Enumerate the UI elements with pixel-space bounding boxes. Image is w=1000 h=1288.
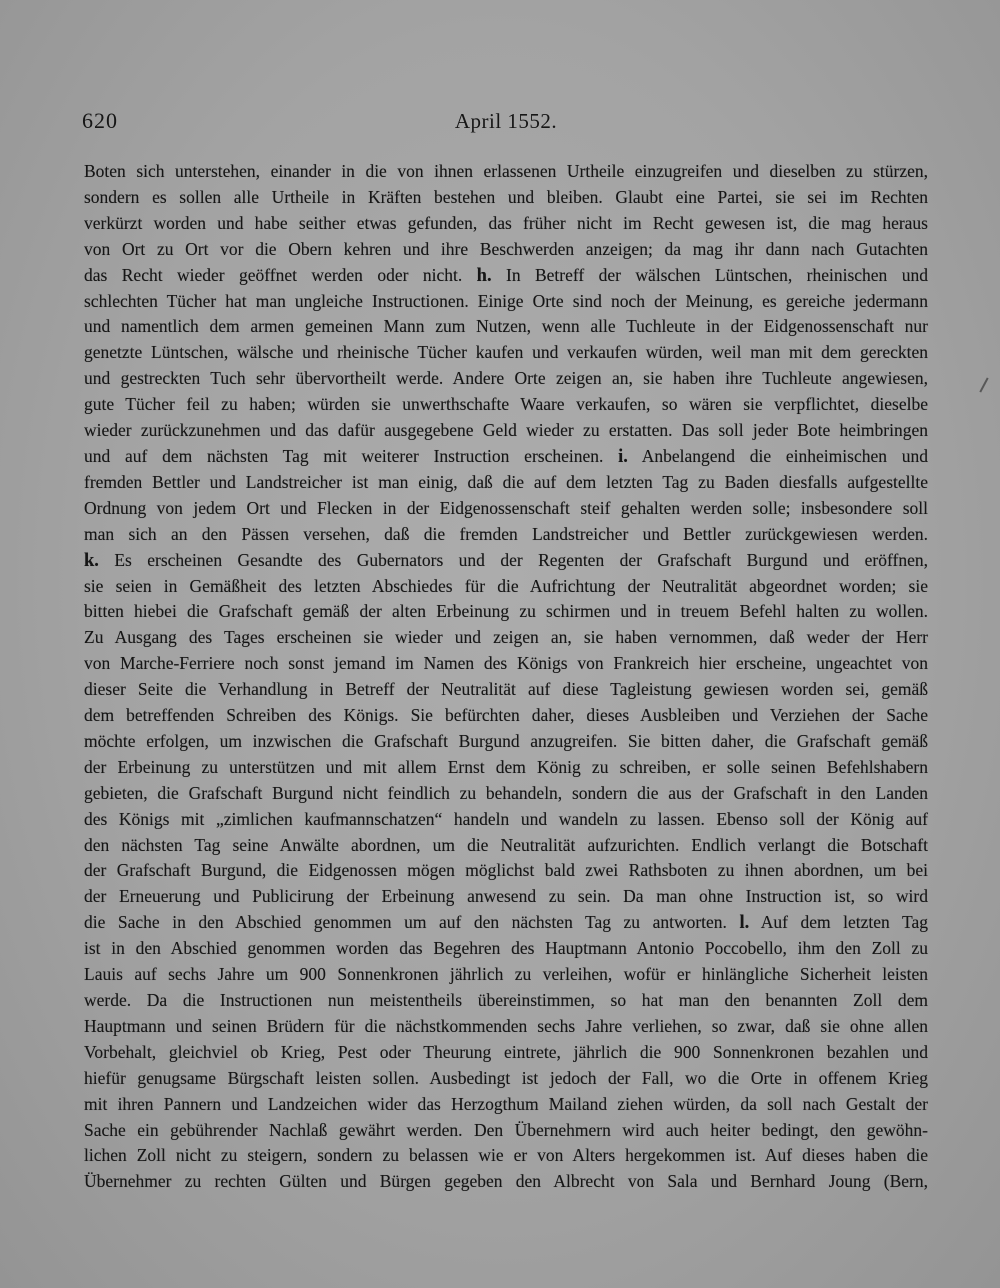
running-header [82,104,930,138]
text-line-30 [84,910,928,936]
text-line-27: den nächsten Tag seine Anwälte abordnen, um die Neutralität aufzurichten. Endlich verlangt die Botschaft [84,834,928,855]
text-line-36: hiefür genugsame Bürgschaft leisten sollen. Ausbedingt ist jedoch der Fall, wo die Orte in offenem Krieg [84,1067,928,1088]
text-line-29: der Erneuerung und Publicirung der Erbeinung anwesend zu sein. Da man ohne Instruction ist, so wird [84,886,928,907]
text-line-20: von Marche-Ferriere noch sonst jemand im Namen des Königs von Frankreich hier erscheine, ungeachtet von [84,653,928,674]
text-line-12 [84,444,928,470]
line-text: das Recht wieder geöffnet werden oder nicht. [84,264,477,285]
text-line-13: fremden Bettler und Landstreicher ist man einig, daß die auf dem letzten Tag zu Baden diesfalls aufgestellte [84,471,928,492]
text-line-32: Lauis auf sechs Jahre um 900 Sonnenkronen jährlich zu verleihen, wofür er hinlängliche Sicherheit leisten [84,964,928,985]
text-line-26: des Königs mit „zimlichen kaufmannschatzen“ handeln und wandeln zu lassen. Ebenso soll der König auf [84,808,928,829]
line-text: die Sache in den Abschied genommen um auf den nächsten Tag zu antworten. [84,912,740,933]
text-line-34: Hauptmann und seinen Brüdern für die nächstkommenden sechs Jahre verliehen, so zwar, daß sie ohne allen [84,1015,928,1036]
text-line-8: genetzte Lüntschen, wälsche und rheinische Tücher kaufen und verkaufen würden, weil man mit dem gereckten [84,342,928,363]
text-line-31: ist in den Abschied genommen worden das Begehren des Hauptmann Antonio Poccobello, ihm den Zoll zu [84,938,928,959]
text-line-21: dieser Seite die Verhandlung in Betreff der Neutralität auf diese Tagleistung gewiesen worden sei, gemäß [84,679,928,700]
text-line-10: gute Tücher feil zu haben; würden sie unwerthschafte Waare verkaufen, so wären sie verpflichtet, dieselbe [84,394,928,415]
line-text: Auf dem letzten Tag [749,912,928,933]
text-line-19: Zu Ausgang des Tages erscheinen sie wieder und zeigen an, sie haben vernommen, daß weder der Herr [84,627,928,648]
text-line-5 [84,263,928,289]
text-line-28: der Grafschaft Burgund, die Eidgenossen mögen möglichst bald zwei Rathsboten zu ihnen abordnen, um bei [84,860,928,881]
text-line-25: gebieten, die Grafschaft Burgund nicht feindlich zu behandeln, sondern die aus der Grafschaft in den Landen [84,782,928,803]
text-line-35: Vorbehalt, gleichviel ob Krieg, Pest oder Theurung eintrete, jährlich die 900 Sonnenkronen bezahlen und [84,1041,928,1062]
text-line-24: der Erbeinung zu unterstützen und mit allem Ernst dem König zu schreiben, er solle seinen Befehlshabern [84,756,928,777]
text-line-17: sie seien in Gemäßheit des letzten Abschiedes für die Aufrichtung der Neutralität abgeordnet worden; sie [84,575,928,596]
section-marker-l: l. [739,913,750,934]
section-marker-i: i. [618,446,628,467]
text-line-14: Ordnung von jedem Ort und Flecken in der Eidgenossenschaft steif gehalten werden solle; insbesondere soll [84,497,928,518]
text-line-1: Boten sich unterstehen, einander in die von ihnen erlassenen Urtheile einzugreifen und dieselben zu stürzen, [84,161,928,181]
line-text: Anbelangend die einheimischen und [627,445,928,466]
text-line-40: Übernehmer zu rechten Gülten und Bürgen gegeben den Albrecht von Sala und Bernhard Joung (Bern, [84,1171,928,1192]
text-line-39: lichen Zoll nicht zu steigern, sondern zu belassen wie er von Alters hergekommen ist. Auf dieses haben die [84,1145,928,1166]
section-marker-h: h. [476,265,492,286]
text-line-3: verkürzt worden und habe seither etwas gefunden, das früher nicht im Recht gewesen ist, die mag heraus [84,212,928,233]
text-line-6: schlechten Tücher hat man ungleiche Instructionen. Einige Orte sind noch der Meinung, es gereiche jedermann [84,290,928,311]
text-line-9: und gestreckten Tuch sehr übervortheilt werde. Andere Orte zeigen an, sie haben ihre Tuchleute angewiesen, [84,368,928,389]
running-title: April 1552. [454,109,558,133]
text-line-18: bitten hiebei die Grafschaft gemäß der alten Erbeinung zu schirmen und in treuem Befehl halten zu wollen. [84,601,928,622]
section-marker-k: k. [84,550,99,571]
text-line-15: man sich an den Pässen versehen, daß die fremden Landstreicher und Bettler zurückgewiesen werden. [84,523,928,544]
text-line-4: von Ort zu Ort vor die Obern kehren und ihre Beschwerden anzeigen; da mag ihr dann nach Gutachten [84,238,928,259]
text-line-37: mit ihren Pannern und Landzeichen wider das Herzogthum Mailand ziehen würden, da soll nach Gestalt der [84,1093,928,1114]
text-line-11: wieder zurückzunehmen und das dafür ausgegebene Geld wieder zu erstatten. Das soll jeder Bote heimbringen [84,420,928,441]
text-line-38: Sache ein gebührender Nachlaß gewährt werden. Den Übernehmern wird auch heiter bedingt, den gewöhn- [84,1119,928,1140]
text-line-22: dem betreffenden Schreiben des Königs. Sie befürchten daher, dieses Ausbleiben und Verziehen der Sache [84,705,928,726]
margin-pencil-mark [979,377,988,392]
line-text: und auf dem nächsten Tag mit weiterer Instruction erscheinen. [84,445,619,466]
text-line-23: möchte erfolgen, um inzwischen die Grafschaft Burgund anzugreifen. Sie bitten daher, die Grafschaft gemäß [84,730,928,751]
text-line-7: und namentlich dem armen gemeinen Mann zum Nutzen, wenn alle Tuchleute in der Eidgenossenschaft nur [84,316,928,337]
text-line-16 [84,548,928,574]
text-line-2: sondern es sollen alle Urtheile in Kräften bestehen und bleiben. Glaubt eine Partei, sie sei im Rechten [84,186,928,207]
line-text: Es erscheinen Gesandte des Gubernators und der Regenten der Grafschaft Burgund und eröffnen, [98,549,928,570]
text-line-33: werde. Da die Instructionen nun meistentheils übereinstimmen, so hat man den benannten Zoll dem [84,990,928,1010]
page-number: 620 [82,108,118,133]
body-text [84,159,928,1195]
line-text: In Betreff der wälschen Lüntschen, rheinischen und [491,264,928,285]
